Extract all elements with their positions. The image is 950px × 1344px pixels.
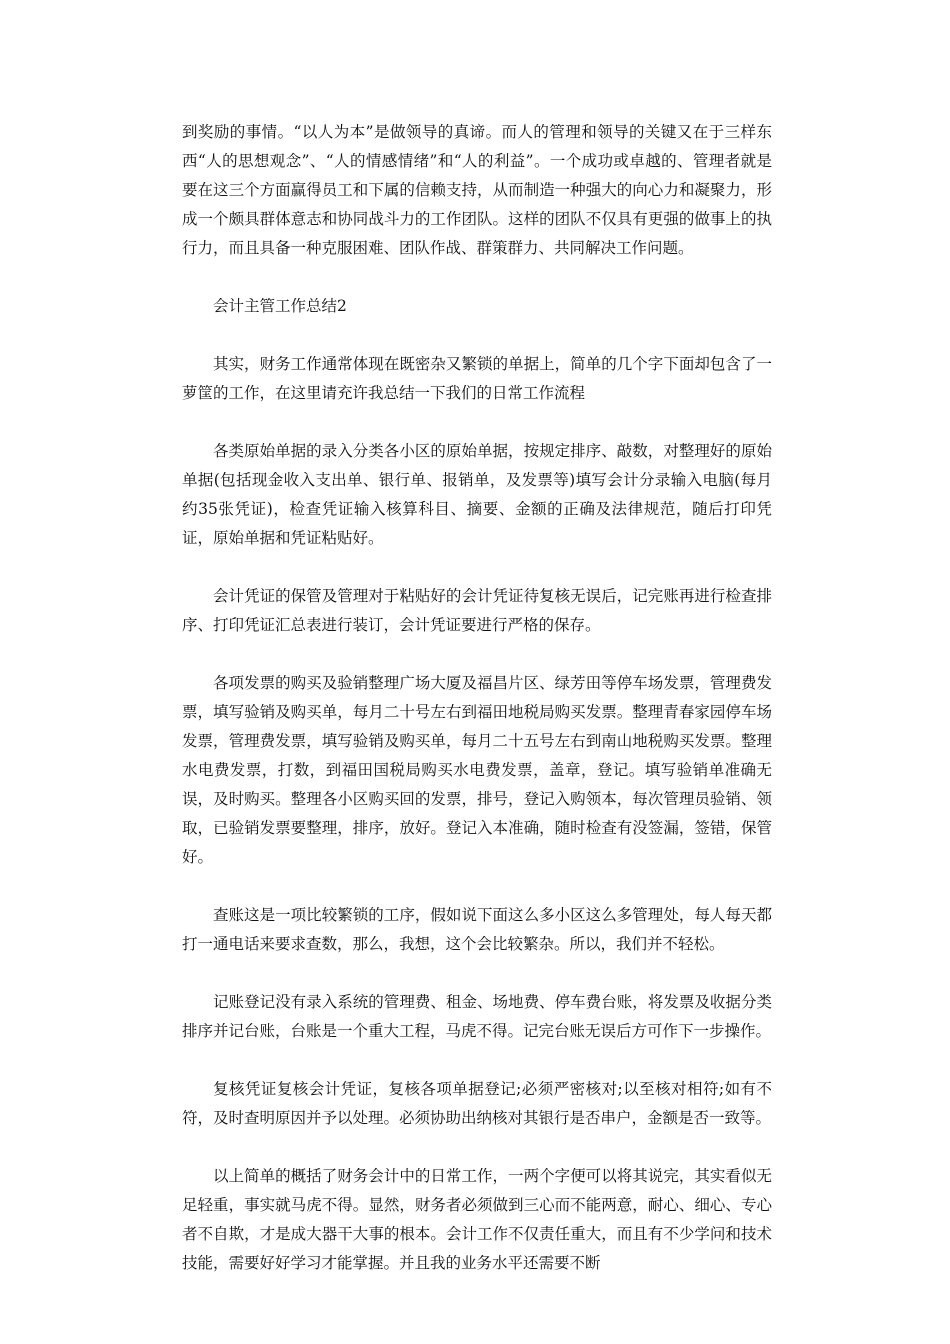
paragraph-continuation: 到奖励的事情。“以人为本”是做领导的真谛。而人的管理和领导的关键又在于三样东西“人的思想观念”、“人的情感情绪”和“人的利益”。一个成功或卓越的、管理者就是要在这三个方面赢得员工和下属的信赖支持，从而制造一种强大的向心力和凝聚力，形成一个颇具群体意志和协同战斗力的工作团队。这样的团队不仅具有更强的做事上的执行力，而且具备一种克服困难、团队作战、群策群力、共同解决工作问题。 xyxy=(182,123,772,257)
paragraph-original-documents: 各类原始单据的录入分类各小区的原始单据，按规定排序、敲数，对整理好的原始单据(包括现金收入支出单、银行单、报销单，及发票等)填写会计分录输入电脑(每月约35张凭证)，检查凭证输入核算科目、摘要、金额的正确及法律规范，随后打印凭证，原始单据和凭证粘贴好。 xyxy=(182,442,772,547)
paragraph-account-checking: 查账这是一项比较繁锁的工序，假如说下面这么多小区这么多管理处，每人每天都打一通电话来要求查数，那么，我想，这个会比较繁杂。所以，我们并不轻松。 xyxy=(182,906,772,953)
paragraph-invoices: 各项发票的购买及验销整理广场大厦及福昌片区、绿芳田等停车场发票，管理费发票，填写验销及购买单，每月二十号左右到福田地税局购买发票。整理青春家园停车场发票，管理费发票，填写验销及购买单，每月二十五号左右到南山地税购买发票。整理水电费发票，打数，到福田国税局购买水电费发票，盖章，登记。填写验销单准确无误，及时购买。整理各小区购买回的发票，排号，登记入购领本，每次管理员验销、领取，已验销发票要整理，排序，放好。登记入本准确，随时检查有没签漏，签错，保管好。 xyxy=(182,674,772,866)
document-body xyxy=(182,118,772,1278)
paragraph-review: 复核凭证复核会计凭证，复核各项单据登记;必须严密核对;以至核对相符;如有不符，及时查明原因并予以处理。必须协助出纳核对其银行是否串户，金额是否一致等。 xyxy=(182,1080,772,1127)
paragraph-summary: 以上简单的概括了财务会计中的日常工作，一两个字便可以将其说完，其实看似无足轻重，事实就马虎不得。显然，财务者必须做到三心而不能两意，耐心、细心、专心者不自欺，才是成大器干大事的根本。会计工作不仅责任重大，而且有不少学问和技术技能，需要好好学习才能掌握。并且我的业务水平还需要不断 xyxy=(182,1167,772,1272)
paragraph-voucher-storage: 会计凭证的保管及管理对于粘贴好的会计凭证待复核无误后，记完账再进行检查排序、打印凭证汇总表进行装订，会计凭证要进行严格的保存。 xyxy=(182,587,772,634)
paragraph-intro: 其实，财务工作通常体现在既密杂又繁锁的单据上，简单的几个字下面却包含了一萝筐的工作，在这里请充许我总结一下我们的日常工作流程 xyxy=(182,355,772,402)
section-heading: 会计主管工作总结2 xyxy=(213,297,347,315)
paragraph-bookkeeping: 记账登记没有录入系统的管理费、租金、场地费、停车费台账，将发票及收据分类排序并记台账，台账是一个重大工程，马虎不得。记完台账无误后方可作下一步操作。 xyxy=(182,993,772,1040)
